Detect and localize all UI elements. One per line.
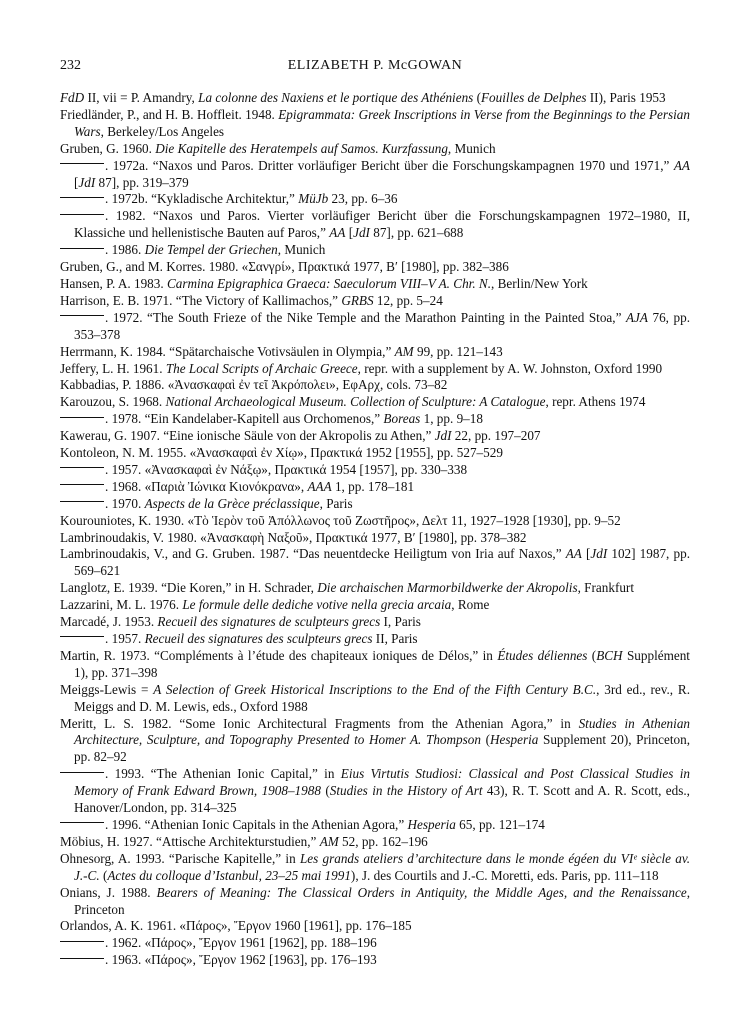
reference-text: , Munich bbox=[277, 242, 326, 258]
ditto-dash bbox=[60, 467, 104, 468]
reference-title: Die archaischen Marmorbildwerke der Akropolis bbox=[317, 580, 578, 596]
reference-title: Die Kapitelle des Heratempels auf Samos. Kurzfassung bbox=[155, 140, 448, 156]
reference-text: . 1957. «Ἀνασκαφαὶ ἐν Νάξῳ», Πρακτικά 1954 [1957], pp. 330–338 bbox=[105, 461, 468, 477]
ditto-dash bbox=[60, 417, 104, 418]
reference-text: Möbius, H. 1927. “Attische Architekturstudien,” bbox=[60, 833, 320, 849]
ditto-dash bbox=[60, 315, 104, 316]
reference-entry bbox=[60, 158, 690, 192]
reference-entry bbox=[60, 310, 690, 344]
reference-text: , Munich bbox=[447, 140, 496, 156]
reference-title: Bearers of Meaning: The Classical Orders in Antiquity, the Middle Ages, and the Renaissance bbox=[156, 884, 687, 900]
reference-entry bbox=[60, 394, 690, 411]
ditto-dash bbox=[60, 197, 104, 198]
reference-title: JdI bbox=[590, 546, 608, 562]
reference-entry bbox=[60, 834, 690, 851]
reference-text: Herrmann, K. 1984. “Spätarchaische Votivsäulen in Olympia,” bbox=[60, 343, 395, 359]
reference-text: 87], pp. 319–379 bbox=[95, 174, 189, 190]
reference-title: Recueil des signatures de sculpteurs grecs bbox=[157, 614, 381, 630]
reference-title: National Archaeological Museum. Collection of Sculpture: A Catalogue bbox=[165, 394, 546, 410]
reference-entry bbox=[60, 682, 690, 716]
reference-entry bbox=[60, 428, 690, 445]
reference-text: , repr. with a supplement by A. W. Johnston, Oxford 1990 bbox=[357, 360, 663, 376]
reference-title: AA bbox=[565, 546, 582, 562]
reference-entry bbox=[60, 276, 690, 293]
reference-text: Lambrinoudakis, V., and G. Gruben. 1987. “Das neuentdecke Heiligtum von Iria auf Naxos,” bbox=[60, 546, 566, 562]
reference-text: ( bbox=[473, 90, 481, 105]
reference-text: Karouzou, S. 1968. bbox=[60, 394, 166, 410]
reference-text: ( bbox=[99, 867, 108, 883]
reference-text: Supplément 1), pp. 371–398 bbox=[74, 647, 690, 680]
reference-text: Lambrinoudakis, V. 1980. «Ἀνασκαφὴ Ναξοῦ», Πρακτικά 1977, B′ [1980], pp. 378–382 bbox=[60, 529, 527, 545]
reference-entry bbox=[60, 716, 690, 767]
bibliography-page bbox=[60, 58, 690, 969]
reference-title: Carmina Epigraphica Graeca: Saeculorum VIII–V A. Chr. N. bbox=[166, 275, 492, 291]
reference-text: , Princeton bbox=[74, 884, 690, 917]
reference-text: 65, pp. 121–174 bbox=[455, 816, 545, 832]
reference-text: 1, pp. 178–181 bbox=[331, 478, 415, 494]
reference-title: GRBS bbox=[341, 292, 374, 308]
reference-entry bbox=[60, 445, 690, 462]
reference-entry bbox=[60, 631, 690, 648]
reference-title: JdI bbox=[78, 174, 96, 190]
reference-entry bbox=[60, 411, 690, 428]
reference-text: Ohnesorg, A. 1993. “Parische Kapitelle,” in bbox=[60, 850, 300, 866]
reference-title: JdI bbox=[353, 225, 370, 241]
reference-title: AM bbox=[319, 833, 339, 849]
reference-entry bbox=[60, 530, 690, 547]
reference-title: The Local Scripts of Archaic Greece bbox=[165, 360, 358, 376]
reference-text: 22, pp. 197–207 bbox=[451, 428, 541, 444]
reference-title: Recueil des signatures des sculpteurs grecs bbox=[144, 631, 373, 646]
reference-entry bbox=[60, 851, 690, 885]
reference-text: . 1957. bbox=[105, 631, 145, 646]
reference-entry bbox=[60, 242, 690, 259]
reference-title: La colonne des Naxiens et le portique des Athéniens bbox=[198, 90, 474, 105]
reference-text: ), J. des Courtils and J.-C. Moretti, eds. Paris, pp. 111–118 bbox=[350, 867, 659, 883]
reference-title: Die Tempel der Griechen bbox=[144, 242, 278, 258]
reference-text: Martin, R. 1973. “Compléments à l’étude des chapiteaux ioniques de Délos,” in bbox=[60, 647, 498, 663]
reference-entry bbox=[60, 462, 690, 479]
reference-text: , Paris bbox=[319, 495, 353, 511]
reference-text: . 1972b. “Kykladische Architektur,” bbox=[105, 191, 299, 207]
reference-title: BCH bbox=[596, 647, 623, 663]
reference-text: 43), R. T. Scott and A. R. Scott, eds., Hanover/London, pp. 314–325 bbox=[74, 783, 690, 816]
reference-entry bbox=[60, 208, 690, 242]
reference-text: . 1982. “Naxos und Paros. Vierter vorläufiger Bericht über die Forschungskampagnen 1972–1980, II, Klassiche und hellenistische Bauten auf Paros,” bbox=[74, 208, 690, 241]
reference-entry bbox=[60, 107, 690, 141]
reference-text: Marcadé, J. 1953. bbox=[60, 614, 158, 630]
reference-title: Epigrammata: Greek Inscriptions in Verse from the Beginnings to the Persian Wars bbox=[74, 106, 690, 139]
reference-text: 23, pp. 6–36 bbox=[328, 191, 398, 207]
reference-entry bbox=[60, 648, 690, 682]
reference-title: AAA bbox=[307, 478, 332, 494]
reference-text: ( bbox=[320, 783, 330, 799]
reference-entry bbox=[60, 935, 690, 952]
reference-text: ( bbox=[480, 732, 490, 748]
reference-title: AM bbox=[394, 343, 414, 359]
reference-text: II, Paris bbox=[372, 631, 418, 646]
ditto-dash bbox=[60, 501, 104, 502]
ditto-dash bbox=[60, 248, 104, 249]
reference-title: Études déliennes bbox=[497, 647, 588, 663]
reference-text: Gruben, G. 1960. bbox=[60, 140, 156, 156]
reference-entry bbox=[60, 614, 690, 631]
reference-text: Friedländer, P., and H. B. Hoffleit. 1948. bbox=[60, 106, 279, 122]
reference-text: . 1978. “Ein Kandelaber-Kapitell aus Orchomenos,” bbox=[105, 411, 384, 427]
reference-text: . 1963. «Πάρος», Ἔργον 1962 [1963], pp. 176–193 bbox=[105, 952, 377, 968]
reference-title: MüJb bbox=[298, 191, 329, 207]
reference-text: Onians, J. 1988. bbox=[60, 884, 157, 900]
reference-entry bbox=[60, 885, 690, 919]
reference-title: AA bbox=[329, 225, 346, 241]
reference-title: Fouilles de Delphes bbox=[481, 90, 587, 105]
reference-text: . 1972a. “Naxos und Paros. Dritter vorläufiger Bericht über die Forschungskampagnen 1970 und 1971,” bbox=[105, 157, 674, 173]
reference-title: AA bbox=[673, 157, 690, 173]
reference-title: Aspects de la Grèce préclassique bbox=[144, 495, 320, 511]
ditto-dash bbox=[60, 941, 104, 942]
reference-title: Studies in Athenian Architecture, Sculpture, and Topography Presented to Homer A. Thompson bbox=[74, 715, 691, 748]
reference-title: AJA bbox=[625, 309, 648, 325]
reference-entry bbox=[60, 952, 690, 969]
reference-text: ( bbox=[587, 647, 597, 663]
reference-text: [ bbox=[345, 225, 354, 241]
reference-entry bbox=[60, 259, 690, 276]
reference-entry bbox=[60, 546, 690, 580]
reference-text: Meiggs-Lewis = bbox=[60, 681, 154, 697]
reference-entry bbox=[60, 293, 690, 310]
reference-entry bbox=[60, 344, 690, 361]
ditto-dash bbox=[60, 772, 104, 773]
reference-title: Studies in the History of Art bbox=[329, 783, 483, 799]
reference-text: . 1996. “Athenian Ionic Capitals in the Athenian Agora,” bbox=[105, 816, 408, 832]
reference-text: , Berkeley/Los Angeles bbox=[100, 123, 225, 139]
reference-text: . 1962. «Πάρος», Ἔργον 1961 [1962], pp. 188–196 bbox=[105, 935, 377, 951]
reference-text: Orlandos, A. K. 1961. «Πάρος», Ἔργον 1960 [1961], pp. 176–185 bbox=[60, 918, 412, 934]
reference-text: Langlotz, E. 1939. “Die Koren,” in H. Schrader, bbox=[60, 580, 318, 596]
reference-title: Le formule delle dediche votive nella grecia arcaia bbox=[182, 597, 452, 613]
reference-text: Supplement 20), Princeton, pp. 82–92 bbox=[74, 732, 690, 765]
ditto-dash bbox=[60, 214, 104, 215]
reference-title: Hesperia bbox=[490, 732, 539, 748]
reference-title: Boreas bbox=[383, 411, 421, 427]
reference-text: , Rome bbox=[451, 597, 490, 613]
reference-entry bbox=[60, 141, 690, 158]
reference-title: Eius Virtutis Studiosi: Classical and Post Classical Studies in Memory of Frank Edward Brown, 1908–1988 bbox=[74, 766, 690, 799]
reference-text: 102] 1987, pp. 569–621 bbox=[74, 546, 690, 579]
reference-text: 12, pp. 5–24 bbox=[373, 292, 443, 308]
reference-text: Meritt, L. S. 1982. “Some Ionic Architectural Fragments from the Athenian Agora,” in bbox=[60, 715, 579, 731]
reference-text: Gruben, G., and M. Korres. 1980. «Σανγρί», Πρακτικά 1977, B′ [1980], pp. 382–386 bbox=[60, 259, 509, 275]
reference-title: Actes du colloque d’Istanbul, 23–25 mai 1991 bbox=[107, 867, 351, 883]
ditto-dash bbox=[60, 822, 104, 823]
page-header bbox=[60, 58, 690, 80]
reference-text: I, Paris bbox=[380, 614, 421, 630]
reference-entry bbox=[60, 361, 690, 378]
reference-entry bbox=[60, 496, 690, 513]
reference-entry bbox=[60, 597, 690, 614]
reference-text: Kourouniotes, K. 1930. «Τὸ Ἱερὸν τοῦ Ἀπόλλωνος τοῦ Ζωστῆρος», Δελτ 11, 1927–1928 [1930], pp. 9–52 bbox=[60, 512, 621, 528]
reference-text: , Berlin/New York bbox=[491, 275, 588, 291]
reference-text: 52, pp. 162–196 bbox=[338, 833, 428, 849]
running-head: ELIZABETH P. McGOWAN bbox=[287, 58, 463, 73]
page-number: 232 bbox=[60, 58, 81, 73]
reference-text: [ bbox=[581, 546, 591, 562]
reference-text: 76, pp. 353–378 bbox=[74, 309, 691, 342]
reference-text: II, vii = P. Amandry, bbox=[84, 90, 199, 105]
reference-text: . 1972. “The South Frieze of the Nike Temple and the Marathon Painting in the Painted Stoa,” bbox=[105, 309, 626, 325]
reference-entry bbox=[60, 191, 690, 208]
reference-entry bbox=[60, 817, 690, 834]
reference-text: Kawerau, G. 1907. “Eine ionische Säule von der Akropolis zu Athen,” bbox=[60, 428, 435, 444]
reference-text: Kontoleon, N. M. 1955. «Ἀνασκαφαὶ ἐν Χίῳ», Πρακτικά 1952 [1955], pp. 527–529 bbox=[60, 445, 503, 461]
reference-text: 1, pp. 9–18 bbox=[420, 411, 483, 427]
reference-entry bbox=[60, 580, 690, 597]
reference-text: . 1986. bbox=[105, 242, 145, 258]
reference-text: 87], pp. 621–688 bbox=[369, 225, 464, 241]
reference-text: , repr. Athens 1974 bbox=[545, 394, 646, 410]
reference-text: . 1993. “The Athenian Ionic Capital,” in bbox=[105, 766, 341, 782]
reference-text: Jeffery, L. H. 1961. bbox=[60, 360, 166, 376]
ditto-dash bbox=[60, 484, 104, 485]
reference-text: , 3rd ed., rev., R. Meiggs and D. M. Lewis, eds., Oxford 1988 bbox=[74, 681, 690, 714]
reference-title: Les grands ateliers d’architecture dans le monde égéen du VIᵉ siècle av. J.-C. bbox=[74, 850, 690, 883]
reference-text: , Frankfurt bbox=[577, 580, 634, 596]
reference-entry bbox=[60, 377, 690, 394]
reference-title: JdI bbox=[434, 428, 452, 444]
reference-text: Kabbadias, P. 1886. «Ἀνασκαφαὶ ἐν τεῖ Ἀκρόπολει», ΕφΑρχ, cols. 73–82 bbox=[60, 377, 448, 393]
reference-entry bbox=[60, 479, 690, 496]
reference-text: 99, pp. 121–143 bbox=[413, 343, 503, 359]
reference-text: [ bbox=[74, 174, 79, 190]
reference-title: FdD bbox=[60, 90, 85, 105]
reference-entry bbox=[60, 766, 690, 817]
reference-text: Lazzarini, M. L. 1976. bbox=[60, 597, 183, 613]
reference-entry bbox=[60, 90, 690, 107]
reference-text: . 1970. bbox=[105, 495, 145, 511]
ditto-dash bbox=[60, 163, 104, 164]
reference-title: A Selection of Greek Historical Inscriptions to the End of the Fifth Century B.C. bbox=[153, 681, 597, 697]
reference-text: Hansen, P. A. 1983. bbox=[60, 275, 167, 291]
reference-text: . 1968. «Παριὰ Ἰώνικα Κιονόκρανα», bbox=[105, 478, 308, 494]
reference-text: Harrison, E. B. 1971. “The Victory of Kallimachos,” bbox=[60, 292, 342, 308]
reference-title: Hesperia bbox=[407, 816, 456, 832]
ditto-dash bbox=[60, 636, 104, 637]
reference-text: II), Paris 1953 bbox=[586, 90, 666, 105]
reference-list bbox=[60, 90, 690, 969]
reference-entry bbox=[60, 513, 690, 530]
ditto-dash bbox=[60, 958, 104, 959]
reference-entry bbox=[60, 918, 690, 935]
